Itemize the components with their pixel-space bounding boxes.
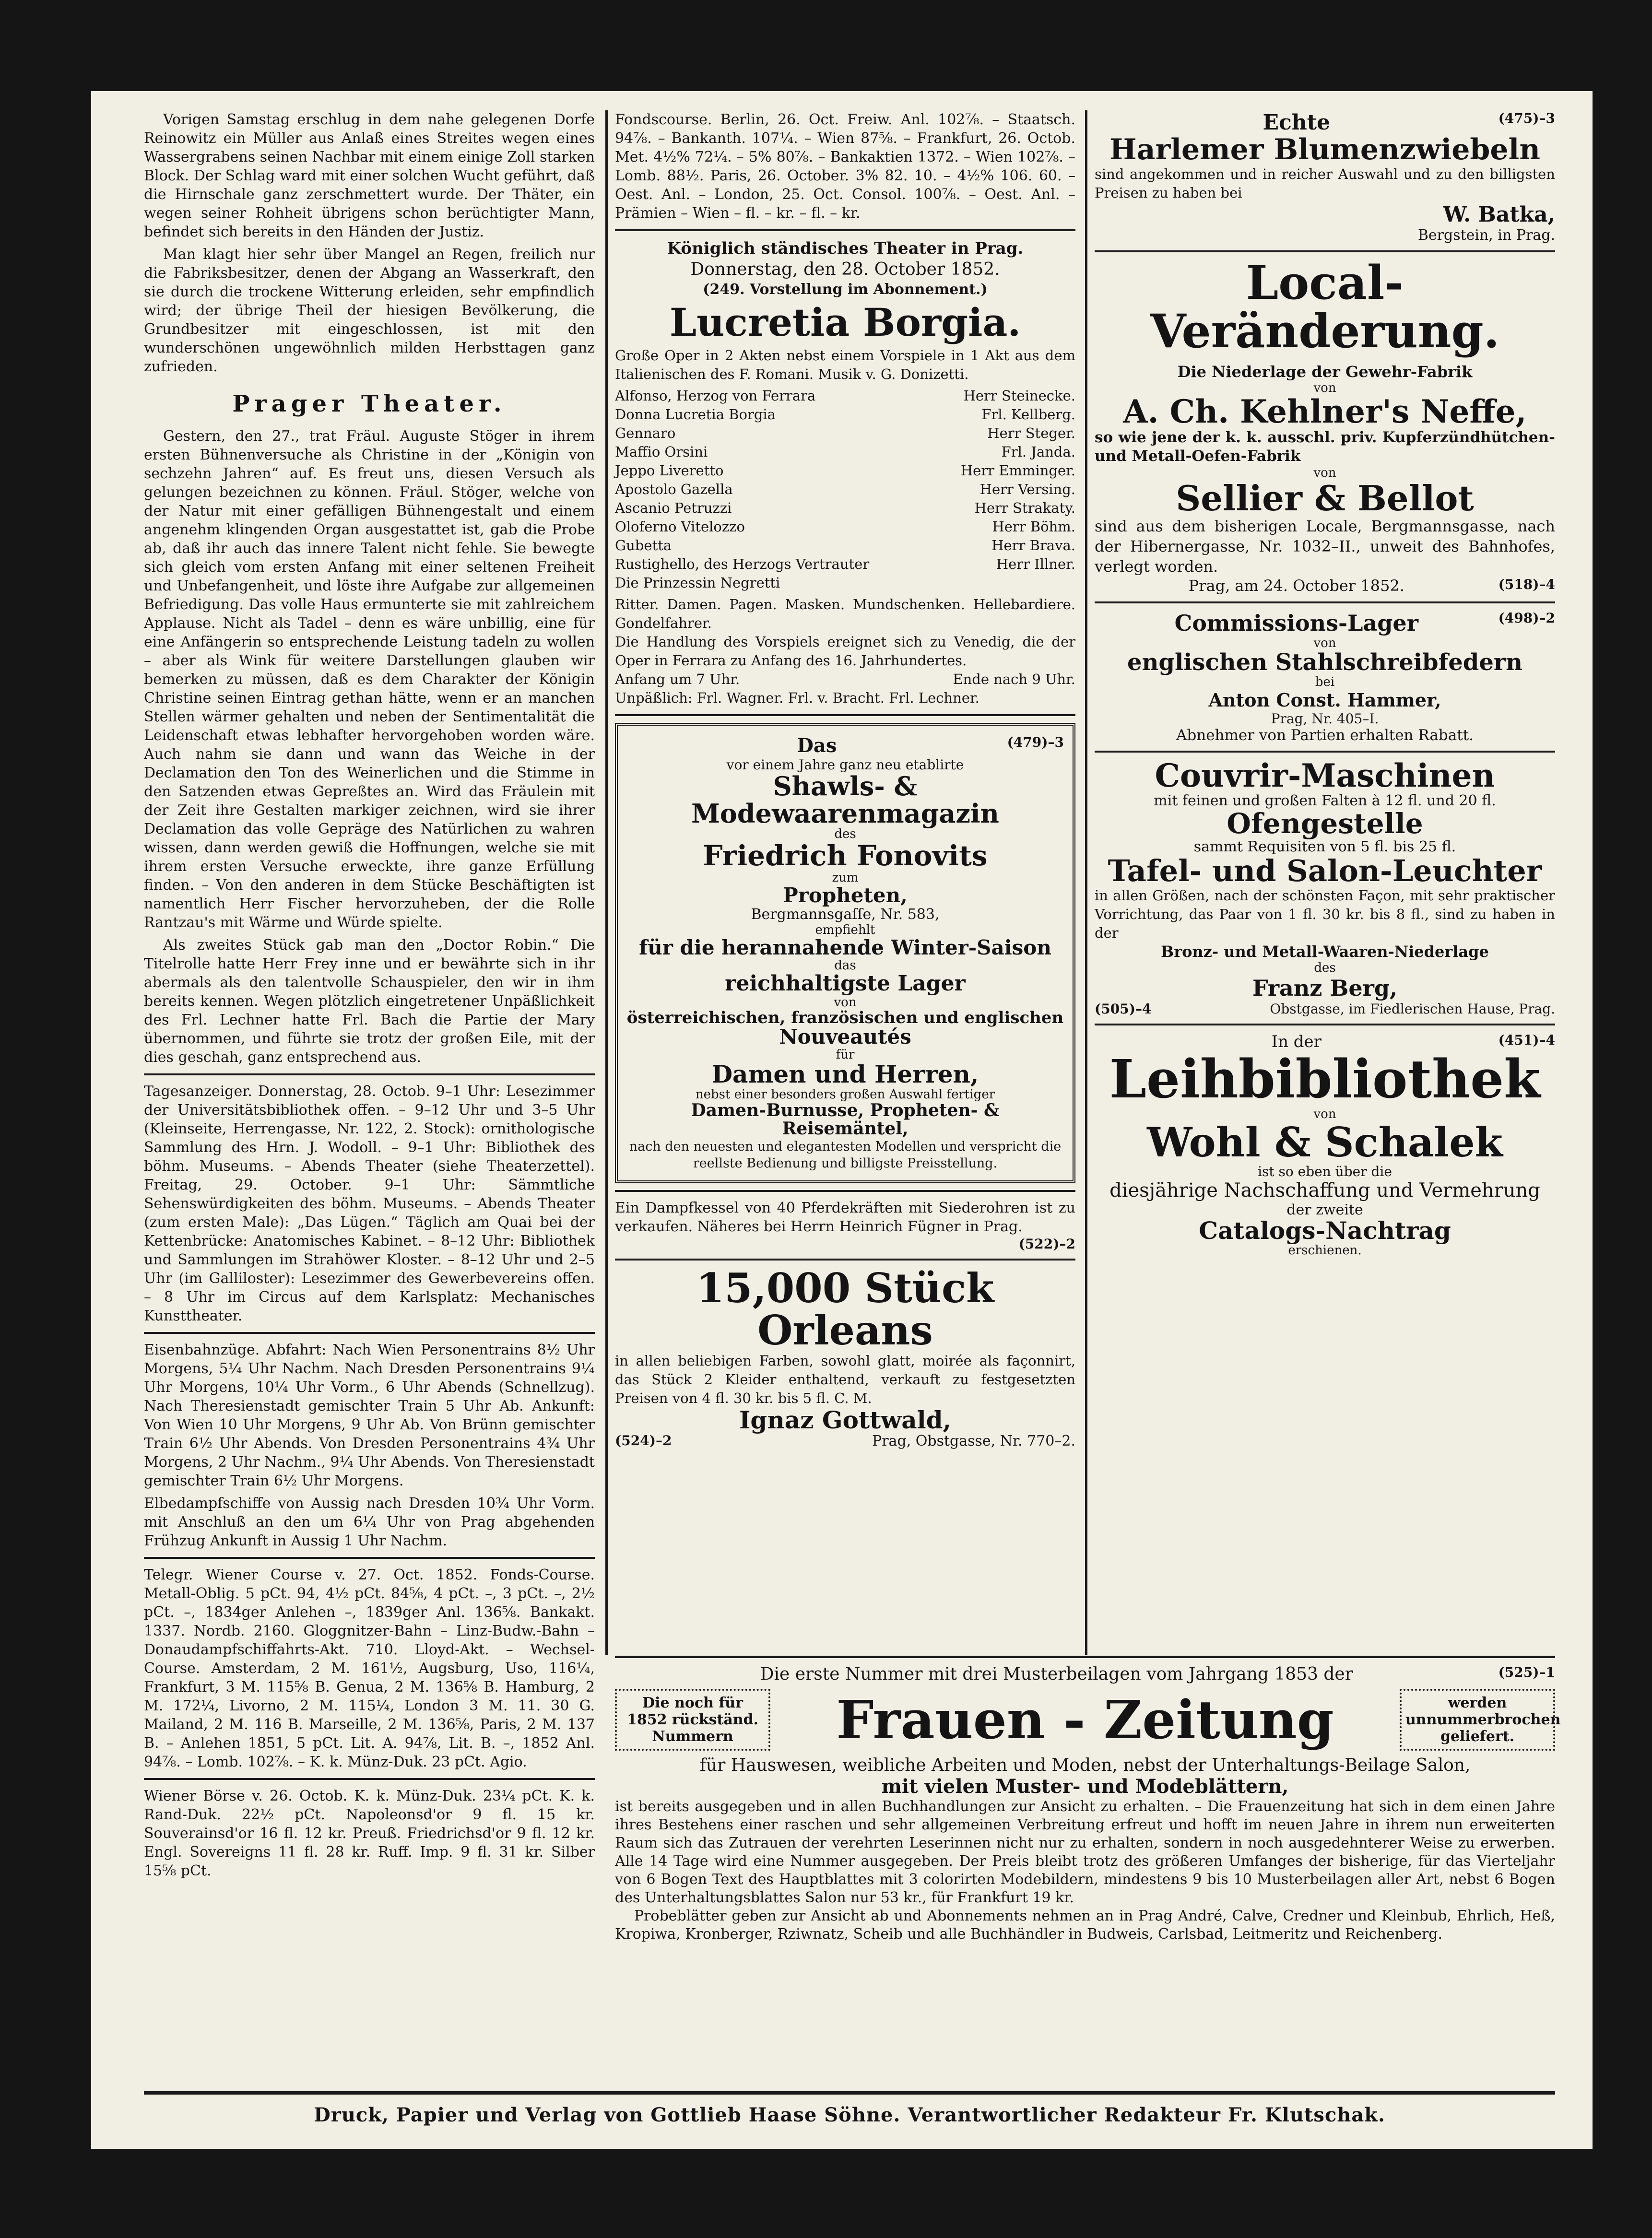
comm-goods: englischen Stahlschreibfedern: [1127, 649, 1523, 676]
divider: [1095, 751, 1555, 753]
leih-catalog: Catalogs-Nachtrag: [1199, 1216, 1451, 1245]
theater-review-p2: Als zweites Stück gab man den „Doctor Robin.“ Die Titelrolle hatte Herr Frey inne und er bewährte sich in ihr abermals als den talentvolle Schauspieler, den wir in ihm bereits kennen. Wegen plötzlich eingetretener Unpäßlichkeit des Frl. Lechner hatte Frl. Bach die Partie der Mary übernommen, und führte sie trotz der großen Eile, mit der dies geschah, ganz entsprechend aus.: [144, 937, 595, 1066]
cast-row: Oloferno Vitelozzo Herr Böhm.: [615, 518, 1075, 535]
opera-title: Lucretia Borgia.: [669, 300, 1021, 345]
cast-row: Alfonso, Herzog von Ferrara Herr Steinecke.: [615, 388, 1075, 404]
ad-reference: (522)–2: [1018, 1236, 1075, 1252]
divider: [1095, 601, 1555, 603]
shawl-goods: Damen-Burnusse, Propheten- & Reisemäntel,: [691, 1100, 1000, 1139]
shawl-sign: Propheten,: [783, 883, 908, 907]
local-date: Prag, am 24. October 1852.: [1188, 577, 1404, 595]
dampfkessel-ad: Ein Dampfkessel von 40 Pferdekräften mit Siederohren ist zu verkaufen. Näheres bei Herrn Heinrich Fügner in Prag.: [615, 1199, 1075, 1235]
shawl-title: Shawls- & Modewaarenmagazin: [691, 771, 999, 829]
tafel-name: Franz Berg,: [1252, 975, 1398, 1001]
comm-rabatt: Abnehmer von Partien erhalten Rabatt.: [1176, 726, 1474, 744]
local-footer: [1095, 577, 1555, 595]
shawl-advertisement: [615, 723, 1075, 1183]
comm-bei: bei: [1315, 674, 1335, 689]
divider: [615, 229, 1075, 231]
leih-von: von: [1313, 1107, 1336, 1121]
frauen-left-box: Die noch für 1852 rückständ. Nummern: [615, 1689, 770, 1751]
shawl-address: Bergmannsgaſſe, Nr. 583,: [751, 906, 940, 923]
theater-playbill-date: Donnerstag, den 28. October 1852.: [690, 259, 1000, 279]
opera-times: [615, 670, 1075, 689]
cast-row: Die Prinzessin Negretti: [615, 575, 780, 591]
cast-row: Apostolo Gazella Herr Versing.: [615, 481, 1075, 497]
divider: [144, 1073, 595, 1075]
shawl-empfiehlt: empfiehlt: [815, 923, 875, 938]
ofen-title: Ofengestelle: [1227, 807, 1423, 840]
leih-title: Leihbibliothek: [1109, 1048, 1541, 1110]
opera-setting: Die Handlung des Vorspiels ereignet sich zu Venedig, die der Oper in Ferrara zu Anfang des 16. Jahrhundertes.: [615, 634, 1075, 669]
divider: [615, 714, 1075, 716]
frauen-right-box: werden unnummerbrochen geliefert.: [1400, 1689, 1555, 1751]
leih-text1: ist so eben über die: [1258, 1163, 1392, 1179]
theater-playbill-abonnement: (249. Vorstellung im Abonnement.): [703, 281, 988, 298]
theater-review-p1: Gestern, den 27., trat Fräul. Auguste Stöger in ihrem ersten Bühnenversuche als Christine in der „Königin von sechzehn Jahren“ auf. Es freut uns, diesen Versuch als gelungen bezeichnen zu können. Fräul. Stöger, welche von der Natur mit einer gefälligen Bühnengestalt und einem angenehm klingenden Organ ausgestattet ist, gab die Probe ab, daß ihr auch das innere Talent nicht fehle. Sie bewegte sich gleich vom ersten Anfang mit einer seltenen Freiheit und Unbefangenheit, und löste ihre Aufgabe zur allgemeinen Befriedigung. Das volle Haus ermunterte sie mit zahlreichem Applause. Nicht als Tadel – denn es wäre unbillig, eine für eine Anfängerin so entsprechende Leistung tadeln zu wollen – aber als Wink für weitere Darstellungen glauben wir bemerken zu müssen, daß es dem Charakter der Königin Christine seinen Eintrag gethan hätte, wenn er an manchen Stellen wärmer gehalten und neben der Sentimentalität die Leidenschaft etwas lebhafter hervorgehoben worden wäre. Auch nahm sie dann und wann das Weiche in der Declamation den Ton des Weinerlichen und die Stimme in den Satzenden etwas Gepreßtes an. Wird das Fräulein mit der Zeit ihre Gestalten markiger zeichnen, wird sie ihrer Declamation das volle Gepräge des Natürlichen zu wahren wissen, dann werden gewiß die Hoffnungen, welche sie mit ihrem ersten Versuche erweckte, ihre ganze Erfüllung finden. – Von den anderen in dem Stücke Beschäftigten ist namentlich Herr Fischer hervorzuheben, der die Rolle Rantzau's mit Wärme und Würde spielte.: [144, 428, 595, 931]
orleans-footer: [615, 1433, 1075, 1449]
cast-row: Gubetta Herr Brava.: [615, 537, 1075, 554]
orleans-address: Prag, Obstgasse, Nr. 770–2.: [872, 1433, 1075, 1450]
shawl-das: Das: [797, 734, 837, 757]
divider: [1095, 1024, 1555, 1025]
cast-list: [615, 387, 1075, 592]
shawl-lager: reichhaltigste Lager: [725, 971, 966, 996]
comm-name: Anton Const. Hammer,: [1208, 689, 1441, 711]
tafel-title: Tafel- und Salon-Leuchter: [1108, 853, 1542, 889]
ad-reference: (451)–4: [1498, 1032, 1555, 1048]
tafel-footer: [1095, 1001, 1555, 1017]
comm-von: von: [1313, 636, 1336, 651]
shawl-des: des: [834, 827, 856, 842]
tulip-merchant: W. Batka,: [1443, 202, 1555, 227]
couvrir-text: mit feinen und großen Falten à 12 fl. und 20 fl.: [1154, 792, 1496, 810]
local-von: von: [1313, 380, 1336, 395]
divider: [144, 1557, 595, 1559]
frauen-sub1: für Hauswesen, weibliche Arbeiten und Moden, nebst der Unterhaltungs-Beilage Salon,: [699, 1755, 1471, 1775]
divider: [144, 1332, 595, 1334]
column-rule-right: [1085, 110, 1087, 1655]
bottom-section-rule: [615, 1656, 1555, 1658]
opera-description: Große Oper in 2 Akten nebst einem Vorspiele in 1 Akt aus dem Italienischen des F. Romani. Musik v. G. Donizetti.: [615, 347, 1075, 382]
leih-text3: der zweite: [1286, 1201, 1363, 1218]
tulip-ad-header: [1095, 110, 1555, 135]
opera-start: Anfang um 7 Uhr.: [615, 671, 740, 687]
ad-reference: (498)–2: [1498, 610, 1555, 626]
comm-address: Prag, Nr. 405–I.: [1271, 710, 1379, 727]
local-line2: so wie jene der k. k. ausschl. priv. Kupferzündhütchen- und Metall-Oefen-Fabrik: [1095, 428, 1555, 465]
cast-row: Ascanio Petruzzi Herr Strakaty.: [615, 500, 1075, 516]
shawl-das2: das: [834, 958, 856, 973]
tulip-title: Harlemer Blumenzwiebeln: [1109, 133, 1540, 166]
frauen-body: ist bereits ausgegeben und in allen Buchhandlungen zur Ansicht zu erhalten. – Die Frauenzeitung hat sich in dem einen Jahre ihres Bestehens einer raschen und sehr allgemeinen Verbreitung erfreut und hofft im neuen Jahre in ihrem nun erweiterten Raum sich das Zutrauen der verehrten Leserinnen nicht nur zu erhalten, sondern in noch ausgedehnterer Weise zu erwerben. Alle 14 Tage wird eine Nummer ausgegeben. Der Preis bleibt trotz des größeren Umfanges der bisherige, für das Vierteljahr von 6 Bogen Text des Hauptblattes mit 3 colorirten Modebildern, mindestens 9 bis 10 Musterbeilagen aller Art, nebst 6 Bogen des Unterhaltungsblattes Salon nur 53 kr., für Frankfurt 19 kr.: [615, 1798, 1555, 1906]
ad-reference: (518)–4: [1498, 577, 1555, 593]
footer-rule: [144, 2091, 1555, 2095]
local-von2: von: [1313, 465, 1336, 480]
frauen-title: Frauen - Zeitung: [836, 1688, 1334, 1751]
cast-row: Gennaro Herr Steger.: [615, 425, 1075, 441]
shawl-origin: österreichischen, französischen und englischen: [626, 1008, 1064, 1027]
ad-reference: (524)–2: [615, 1433, 672, 1449]
local-firm2: Sellier & Bellot: [1176, 477, 1474, 518]
tafel-place: Bronz- und Metall-Waaren-Niederlage: [1161, 942, 1489, 961]
fondscourse: Fondscourse. Berlin, 26. Oct. Freiw. Anl. 102⅞. – Staatsch. 94⅞. – Bankanth. 107¼. – Wien 87⅝. – Frankfurt, 26. Octob. Met. 4½% 72¼. – 5% 80⅞. – Bankaktien 1372. – Wien 102⅞. – Lomb. 88½. Paris, 26. October. 3% 82. 10. – 4½% 106. 60. – Oest. Anl. – London, 25. Oct. Consol. 100⅞. – Oest. Anl. – Prämien – Wien – fl. – kr. – fl. – kr.: [615, 111, 1075, 222]
tafel-des: des: [1314, 961, 1336, 976]
ad-reference: (479)–3: [1007, 734, 1064, 750]
column-rule-left: [605, 110, 608, 1655]
cast-row: Jeppo Liveretto Herr Emminger.: [615, 462, 1075, 479]
local-line3: sind aus dem bisherigen Locale, Bergmannsgasse, nach der Hibernergasse, Nr. 1032–II., unweit des Bahnhofes, verlegt worden.: [1095, 517, 1555, 576]
orleans-merchant: Ignaz Gottwald,: [739, 1405, 951, 1434]
local-title: Local-Veränderung.: [1150, 256, 1500, 358]
shawl-von: von: [834, 995, 857, 1010]
leih-end: erschienen.: [1288, 1243, 1362, 1258]
wiener-boerse: Wiener Börse v. 26. Octob. K. k. Münz-Duk. 23¼ pCt. K. k. Rand-Duk. 22½ pCt. Napoleonsd'or 9 fl. 15 kr. Souverainsd'or 16 fl. 12 kr. Preuß. Friedrichsd'or 9 fl. 12 kr. Engl. Sovereigns 11 fl. 28 kr. Ruff. Imp. 9 fl. 31 kr. Silber 15⅝ pCt.: [144, 1788, 595, 1879]
divider: [144, 1778, 595, 1780]
leih-text2: diesjährige Nachschaffung und Vermehrung: [1109, 1179, 1540, 1201]
frauen-header: [615, 1664, 1555, 1684]
tafel-address: Obstgasse, im Fiedlerischen Hause, Prag.: [1270, 1001, 1555, 1017]
frauen-body2: Probeblätter geben zur Ansicht ab und Abonnements nehmen an in Prag André, Calve, Credner und Kleinbub, Ehrlich, Heß, Kropiwa, Kronberger, Rziwnatz, Scheib und alle Buchhändler in Budweis, Carlsbad, Leitmeritz und Reichenberg.: [615, 1908, 1555, 1943]
shawl-season: für die herannahende Winter-Saison: [639, 936, 1051, 960]
tulip-echte: Echte: [1263, 110, 1331, 135]
ad-reference: (525)–1: [1498, 1664, 1555, 1680]
theater-playbill-title: Königlich ständisches Theater in Prag.: [667, 239, 1024, 258]
frauen-sub2: mit vielen Muster- und Modeblättern,: [881, 1775, 1289, 1798]
opera-unwell: Unpäßlich: Frl. Wagner. Frl. v. Bracht. Frl. Lechner.: [615, 690, 979, 706]
section-heading-theater: Prager Theater.: [232, 390, 507, 417]
shawl-ad-header: [626, 734, 1064, 757]
shawl-nebst: nebst einer besonders großen Auswahl fertiger: [695, 1087, 995, 1102]
shawl-owner: Friedrich Fonovits: [703, 839, 988, 872]
frauen-title-row: [615, 1688, 1561, 1751]
frauen-zeitung-ad: [615, 1664, 1561, 2086]
telegr-wiener-course: Telegr. Wiener Course v. 27. Oct. 1852. Fonds-Course. Metall-Oblig. 5 pCt. 94, 4½ pCt. 84⅝, 4 pCt. –, 3 pCt. –, 2½ pCt. –, 1834ger Anlehen –, 1839ger Anl. 136⅝. Bankakt. 1337. Nordb. 2160. Gloggnitzer-Bahn – Linz-Budw.-Bahn – Donaudampfschiffahrts-Akt. 710. Lloyd-Akt. – Wechsel-Course. Amsterdam, 2 M. 161½, Augsburg, Uso, 116¼, Frankfurt, 3 M. 115⅝ B. Genua, 2 M. 136⅝ B. Hamburg, 2 M. 172¼, Livorno, 2 M. 115¼, London 3 M. 11. 30 G. Mailand, 2 M. 116 B. Marseille, 2 M. 136⅝, Paris, 2 M. 137 B. – Anlehen 1851, 5 pCt. Lit. A. 94⅞, Lit. B. –, 1852 Anl. 94⅞. – Lomb. 102⅞. – K. k. Münz-Duk. 23 pCt. Agio.: [144, 1567, 595, 1770]
imprint-footer: Druck, Papier und Verlag von Gottlieb Haase Söhne. Verantwortlicher Redakteur Fr. Klutschak.: [314, 2104, 1385, 2126]
cast-row: Rustighello, des Herzogs Vertrauter Herr Illner.: [615, 556, 1075, 572]
orleans-title: 15,000 Stück Orleans: [696, 1264, 994, 1354]
frauen-intro: Die erste Nummer mit drei Musterbeilagen vom Jahrgang 1853 der: [760, 1664, 1353, 1684]
local-firm: A. Ch. Kehlner's Neffe,: [1123, 392, 1527, 430]
cast-row: Maffio Orsini Frl. Janda.: [615, 444, 1075, 460]
ad-reference: (505)–4: [1095, 1001, 1152, 1017]
elbedampfschiffe: Elbedampfschiffe von Aussig nach Dresden 10¾ Uhr Vorm. mit Anschluß an den um 6¼ Uhr von Prag abgehenden Frühzug Ankunft in Aussig 1 Uhr Nachm.: [144, 1495, 595, 1549]
middle-column: [615, 110, 1075, 1655]
eisenbahnzuege: Eisenbahnzüge. Abfahrt: Nach Wien Personentrains 8½ Uhr Morgens, 5¼ Uhr Nachm. Nach Dresden Personentrains 9¼ Uhr Morgens, 10¼ Uhr Vorm., 6 Uhr Abends (Schnellzug). Nach Theresienstadt gemischter Train 5 Uhr Ab. Ankunft: Von Wien 10 Uhr Morgens, 9 Uhr Ab. Von Brünn gemischter Train 6½ Uhr Abends. Von Dresden Personentrains 4¾ Uhr Morgens, 2 Uhr Nachm., 9¼ Uhr Abends. Von Theresienstadt gemischter Train 6½ Uhr Morgens.: [144, 1342, 595, 1489]
tafel-text: in allen Größen, nach der schönsten Façon, mit sehr praktischer Vorrichtung, das Paar von 1 fl. 30 kr. bis 8 fl., sind zu haben in der: [1095, 887, 1555, 942]
tulip-address: Bergstein, in Prag.: [1417, 227, 1555, 244]
cast-row: Donna Lucretia Borgia Frl. Kellberg.: [615, 406, 1075, 423]
tagesanzeiger: Tagesanzeiger. Donnerstag, 28. Octob. 9–1 Uhr: Lesezimmer der Universitätsbibliothek offen. – 9–12 Uhr und 3–5 Uhr (Kleinseite, Herrengasse, Nr. 122, 2. Stock): ornithologische Sammlung des Hrn. J. Wodoll. – 9–1 Uhr: Bibliothek des böhm. Museums. – Abends Theater (siehe Theaterzettel). Freitag, 29. October. 9–1 Uhr: Sämmtliche Sehenswürdigkeiten des böhm. Museums. – Abends Theater (zum ersten Male): „Das Lügen.“ Täglich am Quai bei der Kettenbrücke: Anatomisches Kabinet. – 8–12 Uhr: Bibliothek und Sammlungen im Strahöwer Kloster. – 8–12 Uhr und 2–5 Uhr (im Galliloster): Lesezimmer des Gewerbevereins offen. – 8 Uhr im Circus auf dem Karlsplatz: Mechanisches Kunsttheater.: [144, 1083, 595, 1324]
divider: [615, 1190, 1075, 1192]
shawl-line1: vor einem Jahre ganz neu etablirte: [726, 757, 964, 773]
right-column: [1095, 110, 1555, 1655]
divider: [1095, 250, 1555, 252]
opera-end: Ende nach 9 Uhr.: [953, 671, 1075, 687]
news-reinowitz: Vorigen Samstag erschlug in dem nahe gelegenen Dorfe Reinowitz ein Müller aus Anlaß eines Streites wegen eines Wassergrabens seinen Nachbar mit einem einige Zoll starken Block. Der Schlag ward mit einer solchen Wucht geführt, daß die Hirnschale ganz zerschmettert wurde. Der Thäter, ein wegen seiner Rohheit übrigens schon berüchtigter Mann, befindet sich bereits in den Händen der Justiz.: [144, 111, 595, 240]
shawl-fuer: für: [836, 1048, 855, 1062]
local-line1: Die Niederlage der Gewehr-Fabrik: [1177, 362, 1473, 381]
divider: [615, 1259, 1075, 1260]
ofen-text: sammt Requisiten von 5 fl. bis 25 fl.: [1193, 838, 1456, 856]
newspaper-page: [91, 91, 1593, 2149]
ad-reference: (475)–3: [1498, 110, 1555, 126]
comm-title: Commissions-Lager: [1174, 610, 1418, 636]
left-column: [144, 110, 595, 1879]
shawl-nouveautes: Nouveautés: [779, 1025, 911, 1049]
orleans-text: in allen beliebigen Farben, sowohl glatt, moirée als façonnirt, das Stück 2 Kleider enthaltend, verkauft zu festgesetzten Preisen von 4 fl. 30 kr. bis 5 fl. C. M.: [615, 1352, 1075, 1406]
opera-extras: Ritter. Damen. Pagen. Masken. Mundschenken. Hellebardiere. Gondelfahrer.: [615, 596, 1075, 631]
leih-inder: In der: [1271, 1032, 1322, 1052]
news-drought: Man klagt hier sehr über Mangel an Regen, freilich nur die Fabriksbesitzer, denen der Abgang an Wasserkraft, den sie durch die trockene Witterung erleiden, sehr empfindlich wird; der übrige Theil der hiesigen Bevölkerung, die Grundbesitzer mit eingeschlossen, ist mit den wunderschönen ungewöhnlich milden Herbsttagen ganz zufrieden.: [144, 246, 595, 375]
shawl-target: Damen und Herren,: [711, 1060, 979, 1089]
comm-header: [1095, 610, 1555, 636]
tulip-text: sind angekommen und in reicher Auswahl und zu den billigsten Preisen zu haben bei: [1095, 166, 1555, 201]
shawl-end: nach den neuesten und elegantesten Modellen und verspricht die reellste Bedienung und billigste Preisstellung.: [629, 1139, 1062, 1171]
leih-firm: Wohl & Schalek: [1147, 1118, 1503, 1166]
couvrir-title: Couvrir-Maschinen: [1155, 756, 1495, 794]
shawl-zum: zum: [832, 871, 859, 885]
